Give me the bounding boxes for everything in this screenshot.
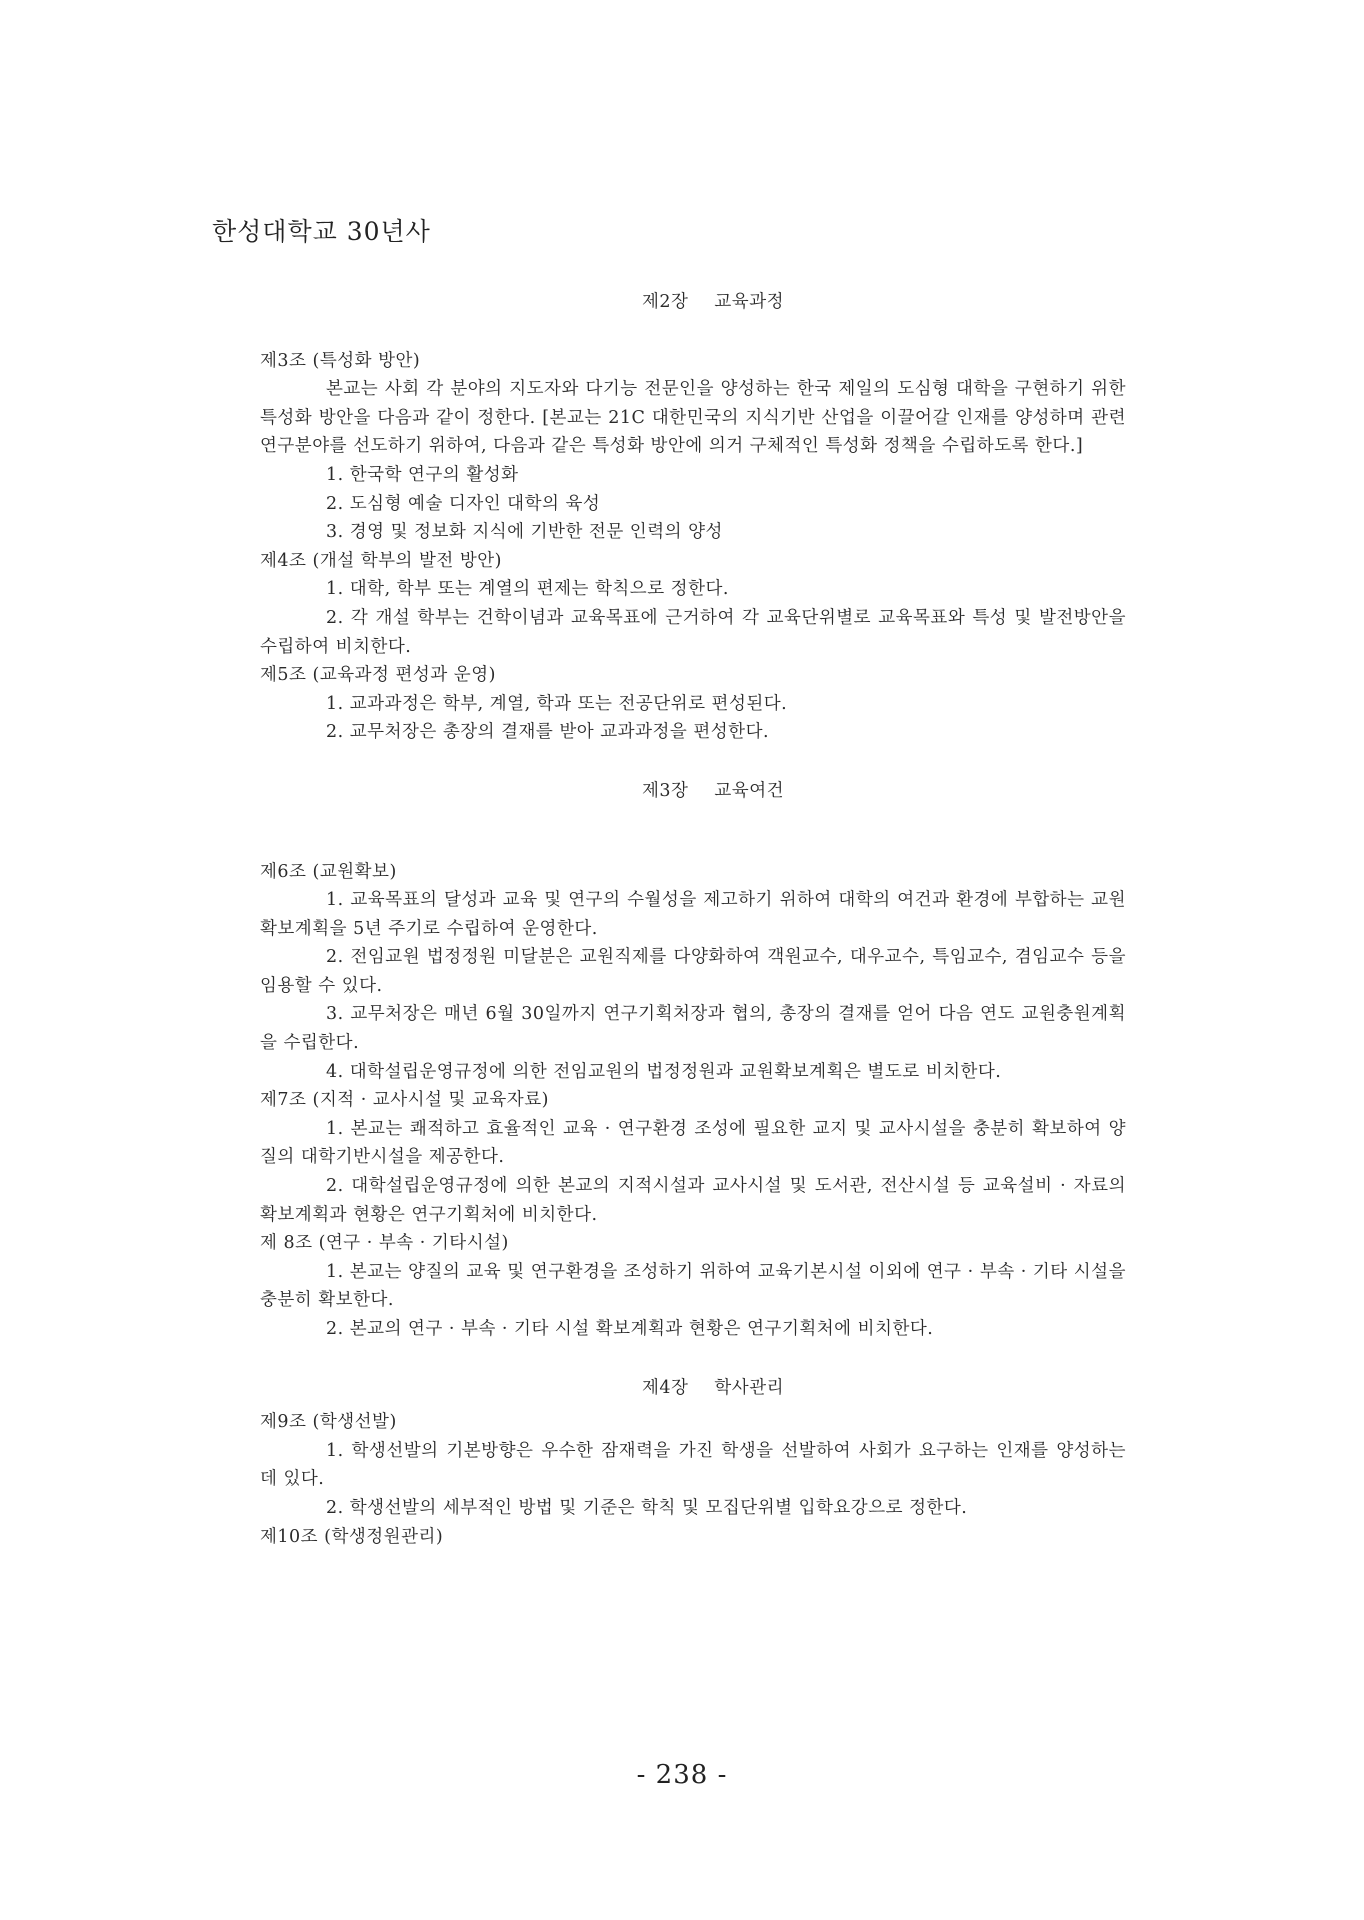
list-item: 1. 한국학 연구의 활성화 bbox=[326, 464, 519, 485]
list-item: 2. 도심형 예술 디자인 대학의 육성 bbox=[326, 493, 601, 514]
list-item: 2. 학생선발의 세부적인 방법 및 기준은 학칙 및 모집단위별 입학요강으로 정한다. bbox=[326, 1497, 968, 1518]
list-item: 2. 교무처장은 총장의 결재를 받아 교과과정을 편성한다. bbox=[326, 722, 770, 743]
list-item: 1. 대학, 학부 또는 계열의 편제는 학칙으로 정한다. bbox=[326, 579, 729, 600]
chapter-title: 학사관리 bbox=[714, 1377, 785, 1398]
page-number: - 238 - bbox=[636, 1760, 728, 1790]
list-item: 2. 대학설립운영규정에 의한 본교의 지적시설과 교사시설 및 도서관, 전산시설 등 교육설비 · 자료의 확보계획과 현황은 연구기획처에 비치한다. bbox=[260, 1176, 1126, 1225]
chapter-number: 제4장 bbox=[641, 1377, 689, 1398]
chapter-title: 교육여건 bbox=[714, 780, 785, 801]
article-title: 제3조 (특성화 방안) bbox=[260, 350, 421, 371]
list-item: 1. 본교는 양질의 교육 및 연구환경을 조성하기 위하여 교육기본시설 이외에 연구 · 부속 · 기타 시설을 충분히 확보한다. bbox=[260, 1261, 1126, 1311]
chapter-number: 제3장 bbox=[641, 780, 689, 801]
article-title: 제7조 (지적 · 교사시설 및 교육자료) bbox=[260, 1090, 549, 1111]
list-item: 2. 전임교원 법정정원 미달분은 교원직제를 다양화하여 객원교수, 대우교수, 특임교수, 겸임교수 등을 임용할 수 있다. bbox=[260, 947, 1126, 996]
chapter-number: 제2장 bbox=[641, 292, 689, 312]
article-title: 제5조 (교육과정 편성과 운영) bbox=[260, 665, 496, 686]
body-text bbox=[260, 282, 1126, 1551]
chapter-title: 교육과정 bbox=[714, 292, 785, 312]
list-item: 3. 교무처장은 매년 6월 30일까지 연구기획처장과 협의, 총장의 결재를 얻어 다음 연도 교원충원계획을 수립한다. bbox=[260, 1004, 1126, 1054]
chapter-heading bbox=[260, 777, 1126, 806]
list-item: 1. 교과과정은 학부, 계열, 학과 또는 전공단위로 편성된다. bbox=[326, 693, 788, 714]
article-title: 제 8조 (연구 · 부속 · 기타시설) bbox=[260, 1233, 509, 1254]
article-paragraph: 본교는 사회 각 분야의 지도자와 다기능 전문인을 양성하는 한국 제일의 도심형 대학을 구현하기 위한 특성화 방안을 다음과 같이 정한다. [본교는 21C 대한민국의 지식기반 산업을 이끌어갈 인재를 양성하며 관련 연구분야를 선도하기 위하여, 다음과 같은 특성화 방안에 의거 구체적인 특성화 정책을 수립하도록 한다.] bbox=[260, 379, 1126, 457]
list-item: 3. 경영 및 정보화 지식에 기반한 전문 인력의 양성 bbox=[326, 522, 723, 543]
running-header: 한성대학교 30년사 bbox=[212, 217, 431, 246]
article-title: 제9조 (학생선발) bbox=[260, 1412, 397, 1433]
article-title: 제10조 (학생정원관리) bbox=[260, 1526, 444, 1547]
chapter-heading bbox=[260, 1374, 1126, 1403]
list-item: 1. 학생선발의 기본방향은 우수한 잠재력을 가진 학생을 선발하여 사회가 요구하는 인재를 양성하는 데 있다. bbox=[260, 1440, 1126, 1490]
list-item: 2. 각 개설 학부는 건학이념과 교육목표에 근거하여 각 교육단위별로 교육목표와 특성 및 발전방안을 수립하여 비치한다. bbox=[260, 607, 1126, 657]
list-item: 2. 본교의 연구 · 부속 · 기타 시설 확보계획과 현황은 연구기획처에 비치한다. bbox=[326, 1319, 934, 1339]
article-title: 제4조 (개설 학부의 발전 방안) bbox=[260, 550, 502, 571]
list-item: 1. 본교는 쾌적하고 효율적인 교육 · 연구환경 조성에 필요한 교지 및 교사시설을 충분히 확보하여 양질의 대학기반시설을 제공한다. bbox=[260, 1118, 1126, 1168]
article-title: 제6조 (교원확보) bbox=[260, 861, 397, 882]
chapter-heading bbox=[260, 288, 1126, 317]
list-item: 4. 대학설립운영규정에 의한 전임교원의 법정정원과 교원확보계획은 별도로 비치한다. bbox=[326, 1061, 1002, 1082]
list-item: 1. 교육목표의 달성과 교육 및 연구의 수월성을 제고하기 위하여 대학의 여건과 환경에 부합하는 교원확보계획을 5년 주기로 수립하여 운영한다. bbox=[260, 890, 1126, 939]
